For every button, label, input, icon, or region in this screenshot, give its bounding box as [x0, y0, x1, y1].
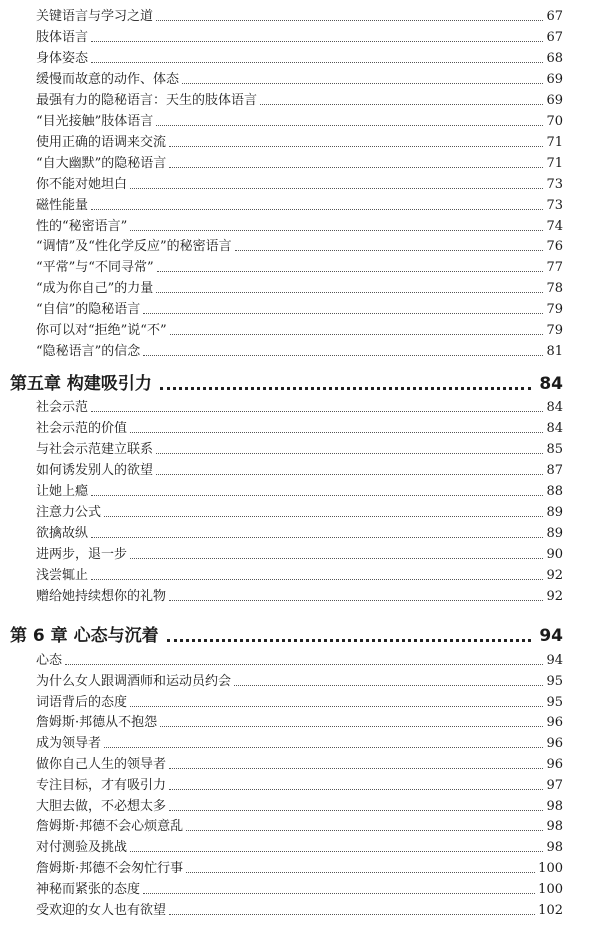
toc-entry-title: 社会示范的价值 — [36, 420, 128, 436]
toc-entry-title: 性的“秘密语言” — [36, 218, 128, 234]
dot-leader — [260, 103, 543, 105]
dot-leader — [91, 40, 543, 42]
toc-entry-page-number: 92 — [546, 588, 563, 604]
toc-entry-page-number: 84 — [546, 400, 563, 415]
dot-leader — [169, 788, 543, 790]
chapter-heading-5[interactable] — [10, 365, 563, 395]
chapter-title: 第 6 章 心态与沉着 — [10, 626, 159, 646]
toc-entry-page-number: 78 — [546, 281, 563, 297]
dot-leader — [169, 913, 535, 915]
toc-entry[interactable] — [36, 855, 563, 877]
toc-entry-page-number: 98 — [546, 819, 563, 835]
toc-entry-page-number: 102 — [538, 902, 563, 918]
toc-entry[interactable] — [36, 772, 563, 794]
toc-entry-title: 最强有力的隐秘语言：天生的肢体语言 — [36, 92, 258, 108]
toc-entry-page-number: 98 — [546, 798, 563, 814]
toc-entry[interactable] — [36, 394, 563, 416]
toc-entry-title: 磁性能量 — [36, 197, 89, 213]
toc-entry-title: 关键语言与学习之道 — [36, 9, 154, 24]
toc-entry-page-number: 96 — [546, 715, 563, 731]
dot-leader — [91, 578, 543, 580]
toc-entry[interactable] — [36, 478, 563, 500]
toc-entry-title: “平常”与“不同寻常” — [36, 260, 154, 276]
toc-entry[interactable] — [36, 668, 563, 690]
dot-leader — [130, 850, 543, 852]
dot-leader — [130, 431, 543, 433]
toc-entry-page-number: 87 — [546, 462, 563, 478]
toc-entry-page-number: 69 — [546, 92, 563, 108]
toc-entry[interactable] — [36, 689, 563, 711]
toc-entry[interactable] — [36, 275, 563, 297]
toc-entry-title: 受欢迎的女人也有欲望 — [36, 902, 167, 918]
toc-entry[interactable] — [36, 415, 563, 437]
toc-entry-title: 词语背后的态度 — [36, 694, 128, 710]
toc-entry[interactable] — [36, 233, 563, 255]
dot-leader — [91, 494, 543, 496]
chapter-heading-6[interactable] — [10, 617, 563, 647]
dot-leader — [169, 809, 543, 811]
dot-leader — [167, 638, 532, 642]
toc-entry-page-number: 97 — [546, 777, 563, 793]
toc-entry-title: 成为领导者 — [36, 736, 102, 752]
dot-leader — [143, 892, 535, 894]
toc-entry-page-number: 79 — [546, 302, 563, 318]
dot-leader — [65, 663, 543, 665]
dot-leader — [91, 208, 543, 210]
dot-leader — [91, 410, 543, 412]
chapter-page-number: 94 — [539, 626, 563, 646]
toc-entry-title: “自大幽默”的隐秘语言 — [36, 155, 167, 171]
dot-leader — [130, 187, 543, 189]
toc-entry-title: 让她上瘾 — [36, 483, 89, 499]
toc-entry-title: “调情”及“性化学反应”的秘密语言 — [36, 239, 232, 255]
toc-entry-title: 浅尝辄止 — [36, 567, 89, 583]
toc-entry[interactable] — [36, 583, 563, 605]
chapter-page-number: 84 — [539, 374, 563, 394]
toc-entry-title: 注意力公式 — [36, 504, 102, 520]
toc-entry[interactable] — [36, 108, 563, 130]
dot-leader — [156, 19, 543, 21]
toc-entry[interactable] — [36, 338, 563, 360]
toc-entry-title: 社会示范 — [36, 400, 89, 415]
dot-leader — [130, 557, 543, 559]
toc-entry[interactable] — [36, 730, 563, 752]
toc-entry-title: 身体姿态 — [36, 50, 89, 66]
dot-leader — [160, 725, 543, 727]
toc-entry-title: 神秘而紧张的态度 — [36, 881, 141, 897]
dot-leader — [156, 473, 543, 475]
toc-entry-title: “隐秘语言”的信念 — [36, 344, 141, 360]
toc-entry-page-number: 94 — [546, 653, 563, 668]
toc-entry[interactable] — [36, 647, 563, 669]
toc-entry-page-number: 70 — [546, 113, 563, 129]
toc-entry-page-number: 85 — [546, 441, 563, 457]
toc-entry-page-number: 98 — [546, 840, 563, 856]
toc-entry-page-number: 67 — [546, 9, 563, 24]
dot-leader — [156, 291, 543, 293]
toc-entry-title: “自信”的隐秘语言 — [36, 302, 141, 318]
toc-entry-page-number: 100 — [538, 861, 563, 876]
dot-leader — [156, 124, 543, 126]
toc-entry[interactable] — [36, 793, 563, 815]
toc-entry[interactable] — [36, 436, 563, 458]
dot-leader — [143, 354, 543, 356]
toc-entry-title: “成为你自己”的力量 — [36, 281, 154, 297]
toc-entry[interactable] — [36, 24, 563, 46]
toc-entry-title: 进两步，退一步 — [36, 546, 128, 562]
dot-leader — [186, 829, 543, 831]
toc-entry[interactable] — [36, 499, 563, 521]
toc-entry-page-number: 69 — [546, 71, 563, 87]
dot-leader — [157, 270, 544, 272]
dot-leader — [234, 684, 543, 686]
toc-entry-title: 你可以对“拒绝”说“不” — [36, 323, 167, 339]
toc-entry-page-number: 89 — [546, 525, 563, 541]
toc-entry[interactable] — [36, 87, 563, 109]
toc-entry-page-number: 95 — [546, 673, 563, 689]
toc-entry[interactable] — [36, 150, 563, 172]
dot-leader — [130, 229, 543, 231]
toc-entry-page-number: 73 — [546, 197, 563, 213]
toc-entry[interactable] — [36, 897, 563, 919]
toc-entry[interactable] — [36, 213, 563, 235]
toc-entry-page-number: 74 — [546, 218, 563, 234]
toc-entry-title: 詹姆斯·邦德不会心烦意乱 — [36, 819, 184, 835]
toc-entry-title: 为什么女人跟调酒师和运动员约会 — [36, 673, 232, 689]
dot-leader — [91, 61, 543, 63]
toc-entry[interactable] — [36, 66, 563, 88]
toc-entry-title: 做你自己人生的领导者 — [36, 757, 167, 772]
toc-entry[interactable] — [36, 541, 563, 563]
toc-entry-page-number: 84 — [546, 420, 563, 436]
dot-leader — [182, 82, 543, 84]
toc-entry[interactable] — [36, 317, 563, 339]
toc-entry-title: 心态 — [36, 653, 63, 668]
toc-entry-page-number: 77 — [546, 260, 563, 276]
toc-entry-page-number: 96 — [546, 736, 563, 752]
dot-leader — [130, 705, 543, 707]
chapter-title: 第五章 构建吸引力 — [10, 374, 152, 394]
toc-entry-title: 肢体语言 — [36, 29, 89, 45]
toc-entry-page-number: 90 — [546, 546, 563, 562]
toc-entry-page-number: 71 — [546, 155, 563, 171]
toc-entry-page-number: 67 — [546, 29, 563, 45]
dot-leader — [186, 871, 535, 873]
toc-entry[interactable] — [36, 751, 563, 773]
toc-entry[interactable] — [36, 3, 563, 25]
dot-leader — [169, 145, 543, 147]
toc-entry-page-number: 95 — [546, 694, 563, 710]
toc-entry-page-number: 73 — [546, 176, 563, 192]
toc-entry[interactable] — [36, 834, 563, 856]
toc-entry-title: 你不能对她坦白 — [36, 176, 128, 192]
dot-leader — [169, 599, 543, 601]
toc-entry[interactable] — [36, 171, 563, 193]
dot-leader — [104, 746, 543, 748]
toc-entry[interactable] — [36, 457, 563, 479]
toc-entry[interactable] — [36, 520, 563, 542]
dot-leader — [169, 166, 543, 168]
toc-entry-page-number: 71 — [546, 134, 563, 150]
toc-entry-title: 缓慢而故意的动作、体态 — [36, 71, 180, 87]
toc-entry[interactable] — [36, 813, 563, 835]
toc-entry-page-number: 88 — [546, 483, 563, 499]
dot-leader — [91, 536, 543, 538]
dot-leader — [235, 249, 544, 251]
toc-entry-title: 使用正确的语调来交流 — [36, 134, 167, 150]
toc-entry[interactable] — [36, 254, 563, 276]
toc-entry[interactable] — [36, 129, 563, 151]
toc-entry-page-number: 92 — [546, 567, 563, 583]
toc-entry-page-number: 79 — [546, 323, 563, 339]
toc-entry[interactable] — [36, 562, 563, 584]
toc-entry[interactable] — [36, 709, 563, 731]
toc-entry-title: 赠给她持续想你的礼物 — [36, 588, 167, 604]
dot-leader — [170, 333, 544, 335]
toc-entry-page-number: 100 — [538, 881, 563, 897]
toc-entry-title: 与社会示范建立联系 — [36, 441, 154, 457]
dot-leader — [104, 515, 543, 517]
toc-entry-title: 专注目标，才有吸引力 — [36, 777, 167, 793]
toc-entry-page-number: 89 — [546, 504, 563, 520]
toc-entry-page-number: 76 — [546, 239, 563, 255]
toc-entry-title: 对付测验及挑战 — [36, 840, 128, 856]
toc-entry[interactable] — [36, 876, 563, 898]
dot-leader — [160, 386, 531, 390]
toc-entry-title: 如何诱发别人的欲望 — [36, 462, 154, 478]
dot-leader — [169, 767, 543, 769]
toc-entry-page-number: 81 — [546, 344, 563, 360]
dot-leader — [156, 452, 543, 454]
toc-entry-title: 欲擒故纵 — [36, 525, 89, 541]
toc-entry[interactable] — [36, 296, 563, 318]
toc-entry-title: 大胆去做，不必想太多 — [36, 798, 167, 814]
toc-entry-title: 詹姆斯·邦德从不抱怨 — [36, 715, 158, 731]
toc-entry-title: “目光接触”肢体语言 — [36, 113, 154, 129]
toc-entry[interactable] — [36, 192, 563, 214]
toc-entry-title: 詹姆斯·邦德不会匆忙行事 — [36, 861, 184, 876]
toc-entry-page-number: 68 — [546, 50, 563, 66]
toc-entry-page-number: 96 — [546, 757, 563, 772]
dot-leader — [143, 312, 543, 314]
toc-entry[interactable] — [36, 45, 563, 67]
